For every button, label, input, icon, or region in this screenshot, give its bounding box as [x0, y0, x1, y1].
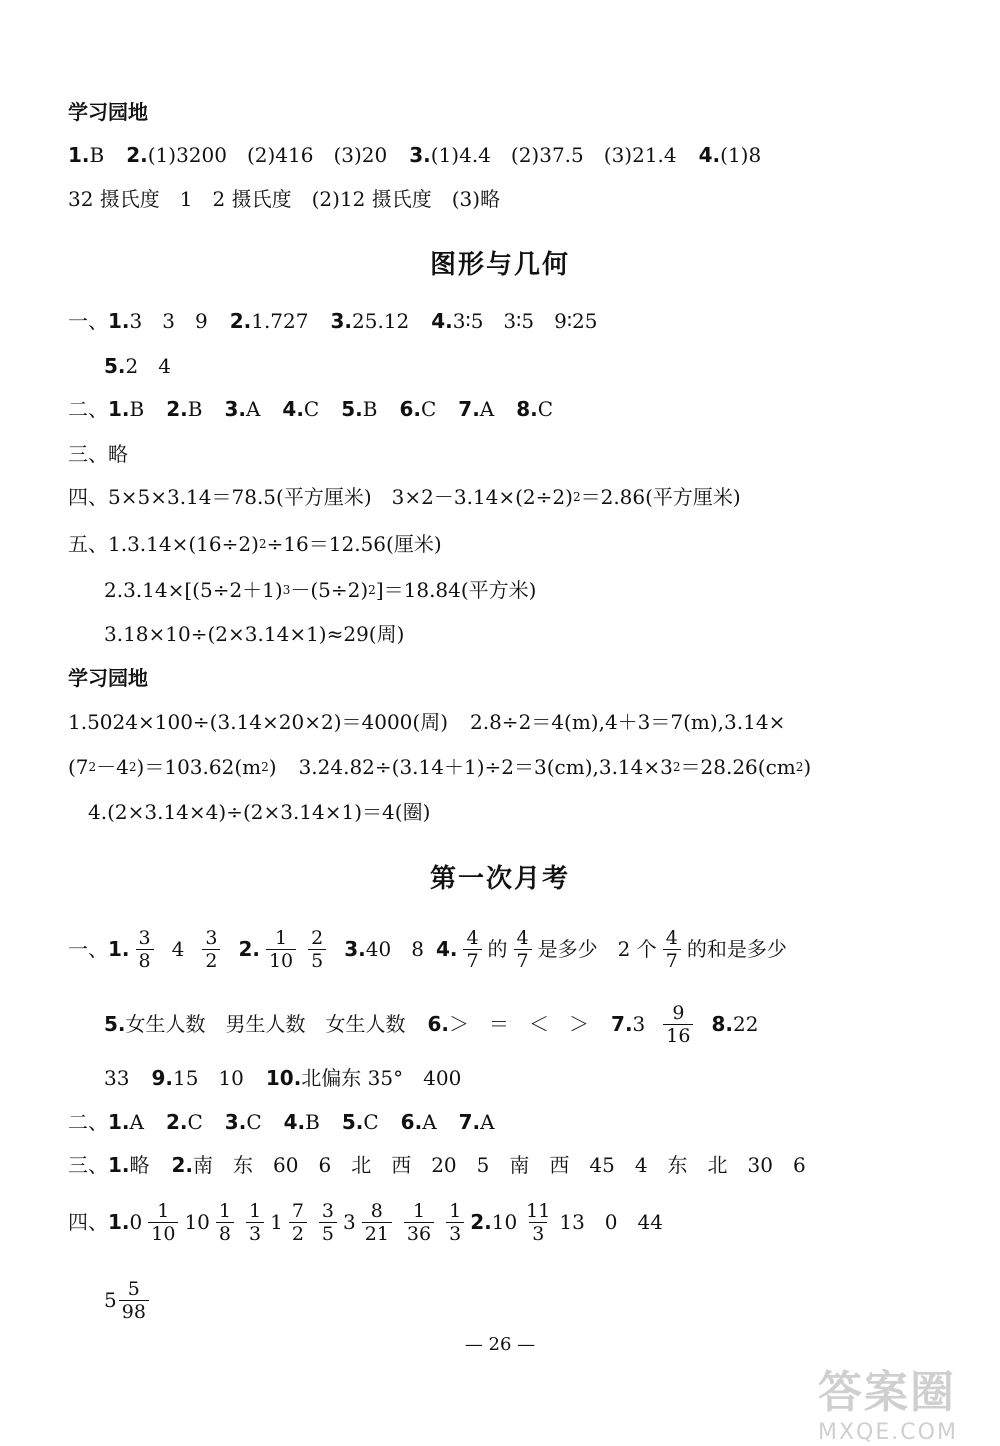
answer-line: 一、 1. $\frac{3}{8}$ 4 $\frac{3}{2}$ 2. $\frac{1}{10}$ $\frac{2}{5}$ 3. 40 8 4. $\frac{4}{7}$ 的 $\frac{4}{7}$ 是多少 2 个 $\frac{4}{7}$ 的和是多少	[68, 926, 787, 972]
section-title-first-monthly-exam: 第一次月考	[429, 864, 570, 894]
answer-line: (7 2 －4 2 )＝103.62(m 2 ) 3.24.82÷(3.14＋1)÷2＝3(cm),3.14×3 2 ＝28.26(cm 2 )	[68, 755, 812, 779]
fraction: $\frac{11}{3}$	[526, 1199, 551, 1245]
fraction: $\frac{1}{3}$	[246, 1200, 264, 1245]
answer-line: 三、略	[68, 442, 128, 466]
section-heading-study-garden: 学习园地	[68, 100, 148, 124]
answer-line: 2.3.14×[(5÷2＋1) 3 －(5÷2) 2 ]＝18.84(平方米)	[104, 578, 537, 602]
fraction: $\frac{2}{5}$	[308, 927, 326, 972]
fraction: $\frac{3}{8}$	[136, 927, 154, 972]
answer-line: 三、 1. 略 2. 南 东 60 6 北 西 20 5 南 西 45 4 东 北 30 6	[68, 1153, 806, 1177]
fraction: $\frac{1}{3}$	[446, 1200, 464, 1245]
answer-line: 1.5024×100÷(3.14×20×2)＝4000(周) 2.8÷2＝4(m),4＋3＝7(m),3.14×	[68, 710, 786, 734]
fraction: $\frac{5}{98}$	[119, 1278, 149, 1323]
answer-line: 一、 1. 3 3 9 2. 1.727 3. 25.12 4. 3∶5 3∶5 9∶25	[68, 309, 598, 333]
fraction: $\frac{7}{2}$	[289, 1200, 307, 1245]
page-number: — 26 —	[464, 1334, 536, 1355]
fraction: $\frac{1}{10}$	[148, 1200, 178, 1245]
answer-line: 32 摄氏度 1 2 摄氏度 (2)12 摄氏度 (3)略	[68, 187, 501, 211]
fraction: $\frac{1}{8}$	[216, 1200, 234, 1245]
section-heading-study-garden-2: 学习园地	[68, 666, 148, 690]
fraction: $\frac{1}{36}$	[404, 1200, 434, 1245]
section-title-geometry: 图形与几何	[429, 250, 570, 280]
fraction: $\frac{4}{7}$	[463, 927, 481, 972]
answer-line: 4.(2×3.14×4)÷(2×3.14×1)＝4(圈)	[88, 800, 431, 824]
fraction: $\frac{3}{5}$	[319, 1200, 337, 1245]
fraction: $\frac{3}{2}$	[202, 927, 220, 972]
fraction: $\frac{4}{7}$	[514, 927, 532, 972]
watermark-logo: 答案圈 MXQE.COM	[818, 1367, 958, 1445]
fraction: $\frac{9}{16}$	[663, 1002, 693, 1047]
answer-line: 33 9. 15 10 10. 北偏东 35° 400	[104, 1066, 462, 1090]
answer-line: 1. B 2. (1)3200 (2)416 (3)20 3. (1)4.4 (2)37.5 (3)21.4 4. (1)8	[68, 143, 762, 167]
answer-line: 5. 女生人数 男生人数 女生人数 6. ＞ ＝ ＜ ＞ 7. 3 $\frac{9}{16}$ 8. 22	[104, 1001, 759, 1047]
answer-line: 3.18×10÷(2×3.14×1)≈29(周)	[104, 622, 405, 646]
answer-line: 四、 1. 0 $\frac{1}{10}$ 10 $\frac{1}{8}$ $\frac{1}{3}$ 1 $\frac{7}{2}$ $\frac{3}{5}$ 3 $\frac{8}{21}$ $\frac{1}{36}$ $\frac{1}{3}$ 2. 10 $\frac{11}{3}$ 13 0 44	[68, 1199, 663, 1245]
answer-line: 五、1.3.14×(16÷2) 2 ÷16＝12.56(厘米)	[68, 532, 442, 556]
answer-line: 二、 1. A 2. C 3. C 4. B 5. C 6. A 7. A	[68, 1110, 495, 1134]
answer-line: 二、 1. B 2. B 3. A 4. C 5. B 6. C 7. A 8. C	[68, 397, 554, 421]
answer-line: 5. 2 4	[104, 354, 171, 378]
fraction: $\frac{1}{10}$	[266, 927, 296, 972]
answer-line: 5 $\frac{5}{98}$	[104, 1276, 960, 1324]
answer-line: 四、5×5×3.14＝78.5(平方厘米) 3×2－3.14×(2÷2) 2 ＝2.86(平方厘米)	[68, 485, 741, 509]
fraction: $\frac{4}{7}$	[663, 927, 681, 972]
fraction: $\frac{8}{21}$	[362, 1200, 392, 1245]
